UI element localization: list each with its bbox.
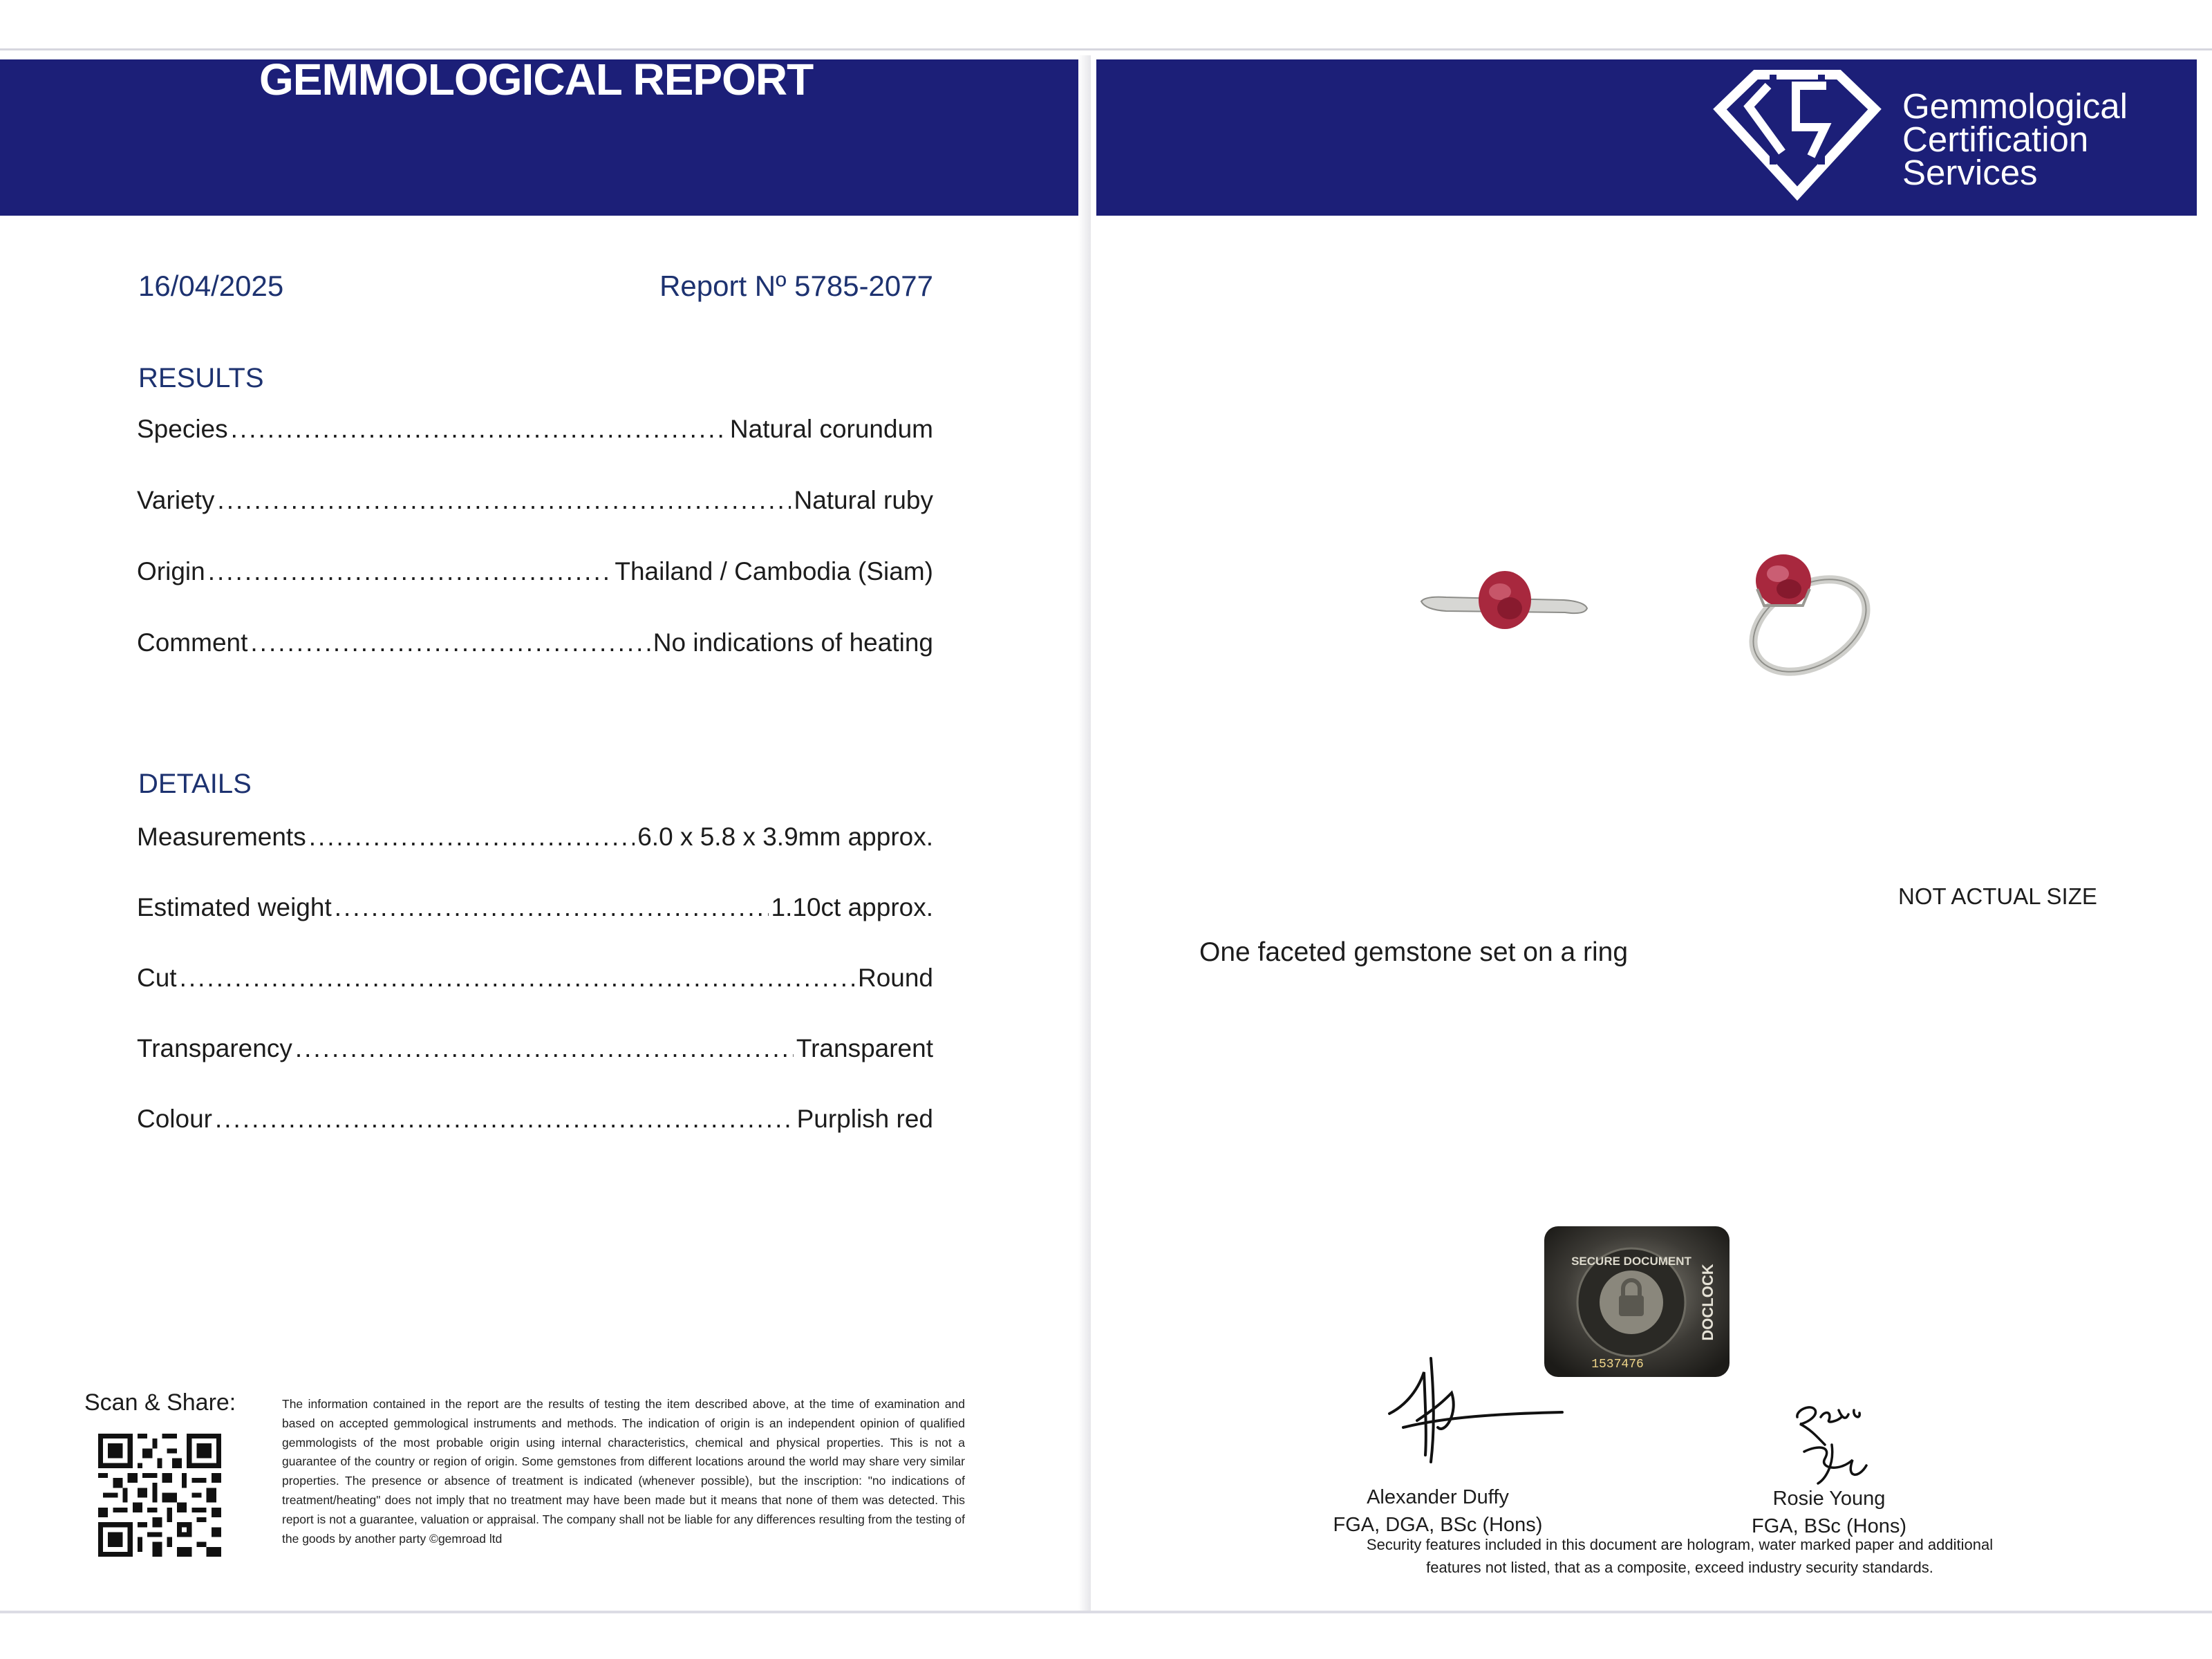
results-row-origin <box>137 557 933 586</box>
signatory-credentials-1: FGA, DGA, BSc (Hons) <box>1333 1514 1543 1536</box>
brand-name <box>1902 86 2128 192</box>
row-value: Purplish red <box>796 1105 933 1133</box>
details-row-weight <box>137 893 933 922</box>
row-label: Measurements <box>137 823 306 851</box>
ring-side-view-image <box>1418 567 1591 650</box>
signatory-credentials-2: FGA, BSc (Hons) <box>1752 1515 1906 1537</box>
scan-share-label: Scan & Share: <box>84 1389 236 1416</box>
leader-dots <box>335 893 769 922</box>
page-bottom-edge <box>0 1611 2212 1613</box>
page-top-edge <box>0 48 2212 50</box>
signature-rosie-young <box>1777 1396 1887 1486</box>
row-value: Natural ruby <box>794 486 933 514</box>
details-row-transparency <box>137 1034 933 1063</box>
results-heading: RESULTS <box>138 363 264 393</box>
leader-dots <box>231 415 727 444</box>
gcs-logo-icon <box>1707 61 1887 206</box>
security-features-note <box>1279 1533 2081 1579</box>
leader-dots <box>309 823 635 852</box>
row-value: Natural corundum <box>729 415 933 443</box>
row-value: Round <box>857 964 933 992</box>
leader-dots <box>208 557 612 586</box>
doclock-hologram-seal <box>1543 1225 1731 1378</box>
row-label: Estimated weight <box>137 893 332 921</box>
report-title: GEMMOLOGICAL REPORT <box>259 55 814 104</box>
results-row-species <box>137 415 933 444</box>
brand-line-3: Services <box>1902 153 2038 192</box>
details-heading: DETAILS <box>138 769 252 799</box>
ring-angled-view-image <box>1721 546 1880 698</box>
brand-line-1: Gemmological <box>1902 86 2128 126</box>
row-value: No indications of heating <box>653 628 933 657</box>
security-line-1: Security features included in this document are hologram, water marked paper and additional <box>1366 1536 1994 1553</box>
leader-dots <box>250 628 650 657</box>
security-line-2: features not listed, that as a composite, exceed industry security standards. <box>1426 1559 1933 1576</box>
row-value: 1.10ct approx. <box>771 893 933 921</box>
report-number: Report Nº 5785-2077 <box>659 270 933 302</box>
leader-dots <box>217 486 791 515</box>
results-row-variety <box>137 486 933 515</box>
row-label: Origin <box>137 557 205 585</box>
results-row-comment <box>137 628 933 657</box>
signatory-name-1: Alexander Duffy <box>1367 1486 1509 1508</box>
leader-dots <box>180 964 855 993</box>
leader-dots <box>295 1034 794 1063</box>
row-label: Cut <box>137 964 177 992</box>
signatory-name-2: Rosie Young <box>1772 1488 1886 1510</box>
row-value: Thailand / Cambodia (Siam) <box>615 557 933 585</box>
row-label: Colour <box>137 1105 212 1133</box>
signature-alexander-duffy <box>1376 1351 1569 1469</box>
row-value: 6.0 x 5.8 x 3.9mm approx. <box>637 823 933 851</box>
row-label: Species <box>137 415 228 443</box>
row-label: Variety <box>137 486 215 514</box>
seal-serial: 1537476 <box>1591 1358 1644 1371</box>
item-description: One faceted gemstone set on a ring <box>1199 937 1629 967</box>
details-row-measurements <box>137 823 933 852</box>
not-actual-size-note: NOT ACTUAL SIZE <box>1898 883 2097 909</box>
disclaimer-text: The information contained in the report are the results of testing the item described above, at the time of examination and based on accepted gemmological instruments and methods. The indication of origin is an independent opinion of qualified gemmologists of the most probable origin using internal characteristics, chemical and physical properties. This is not a guarantee of the country or region of origin. Some gemstones from different locations around the world may share very similar properties. The presence or absence of treatment is indicated (whenever possible), but the inscription: "no indications of treatment/heating" does not imply that no treatment may have been made but it means that none of them was detected. This report is not a guarantee, valuation or appraisal. The company shall not be liable for any differences resulting from the testing of the goods by another party ©gemroad ltd <box>282 1397 965 1546</box>
qr-code-icon[interactable] <box>98 1434 221 1557</box>
row-label: Transparency <box>137 1034 292 1062</box>
details-row-cut <box>137 964 933 993</box>
row-label: Comment <box>137 628 248 657</box>
row-value: Transparent <box>796 1034 933 1062</box>
seal-brand: DOCLOCK <box>1699 1264 1716 1341</box>
brand-line-2: Certification <box>1902 120 2089 159</box>
seal-text: SECURE DOCUMENT <box>1571 1255 1691 1268</box>
leader-dots <box>215 1105 794 1134</box>
report-date: 16/04/2025 <box>138 270 284 302</box>
details-row-colour <box>137 1105 933 1134</box>
